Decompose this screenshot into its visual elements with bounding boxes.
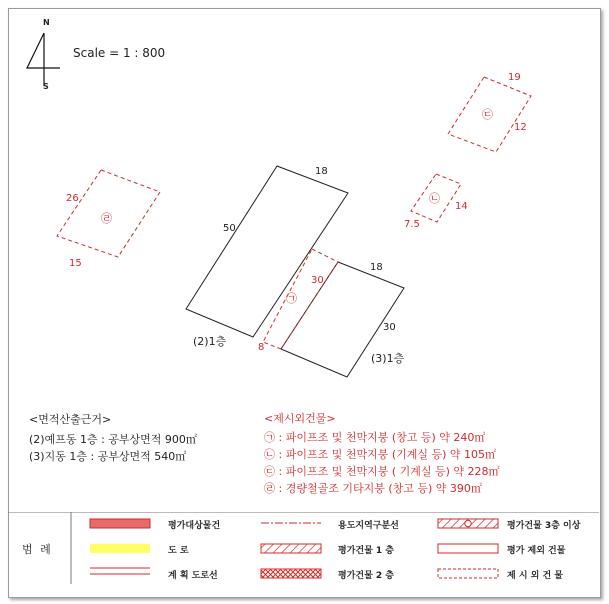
- excluded-line-4: ㉣ : 경량철골조 기타지붕 (창고 등) 약 390㎡: [264, 482, 482, 495]
- mark-c: ㉢: [482, 108, 493, 121]
- legend: [8, 512, 599, 584]
- legend-item-floor-1: 평가건물 1 층: [338, 546, 394, 556]
- g-dim: 30: [311, 275, 324, 286]
- l-dim-b: 14: [455, 201, 468, 212]
- legend-item-excluded: 평가 제외 건물: [507, 546, 566, 556]
- legend-item-target: 평가대상물건: [168, 521, 221, 531]
- b2-bottom-dim: 8: [258, 342, 265, 353]
- excluded-line-1: ㉠ : 파이프조 및 천막지붕 (창고 등) 약 240㎡: [264, 431, 486, 444]
- legend-item-road: 도 로: [168, 546, 189, 556]
- c-dim-b: 12: [514, 122, 527, 133]
- legend-item-other: 제 시 외 건 물: [507, 571, 564, 581]
- building-2-outline: [186, 166, 348, 337]
- north-label: N: [43, 18, 50, 27]
- excluded-title: <제시외건물>: [264, 412, 336, 425]
- l-dim-a: 7.5: [404, 219, 420, 230]
- legend-item-floor-2: 평가건물 2 층: [338, 571, 394, 581]
- b2-label: (2)1층: [193, 335, 227, 348]
- mark-g: ㉠: [286, 292, 297, 305]
- area-calc-line-2: (3)지동 1층 : 공부상면적 540㎡: [29, 450, 187, 463]
- south-label: S: [43, 82, 49, 91]
- area-calc-title: <면적산출근거>: [29, 413, 112, 426]
- b3-label: (3)1층: [371, 352, 405, 365]
- b2-side-dim: 50: [223, 223, 236, 234]
- area-calc-line-1: (2)예프동 1층 : 공부상면적 900㎡: [29, 433, 197, 446]
- c-dim-a: 19: [508, 72, 521, 83]
- legend-item-planned-road: 계 획 도로선: [168, 571, 218, 581]
- mark-l: ㉡: [429, 192, 440, 205]
- r-dim-a: 26: [66, 193, 79, 204]
- excluded-line-3: ㉢ : 파이프조 및 천막지붕 ( 기계실 등) 약 228㎡: [264, 465, 500, 478]
- b2-top-dim: 18: [315, 166, 328, 177]
- excluded-building-g: [263, 249, 338, 349]
- mark-r: ㉣: [101, 212, 112, 225]
- north-arrow-icon: [27, 33, 60, 86]
- legend-title: 범 례: [22, 543, 53, 556]
- scale-label: Scale = 1 : 800: [73, 46, 166, 60]
- b3-side-dim: 30: [383, 322, 396, 333]
- r-dim-b: 15: [69, 258, 82, 269]
- legend-item-floor-3plus: 평가건물 3층 이상: [507, 521, 581, 531]
- excluded-line-2: ㉡ : 파이프조 및 천막지붕 (기계실 등) 약 105㎡: [264, 448, 497, 461]
- legend-item-zone-line: 용도지역구분선: [338, 521, 399, 531]
- b3-top-dim: 18: [370, 262, 383, 273]
